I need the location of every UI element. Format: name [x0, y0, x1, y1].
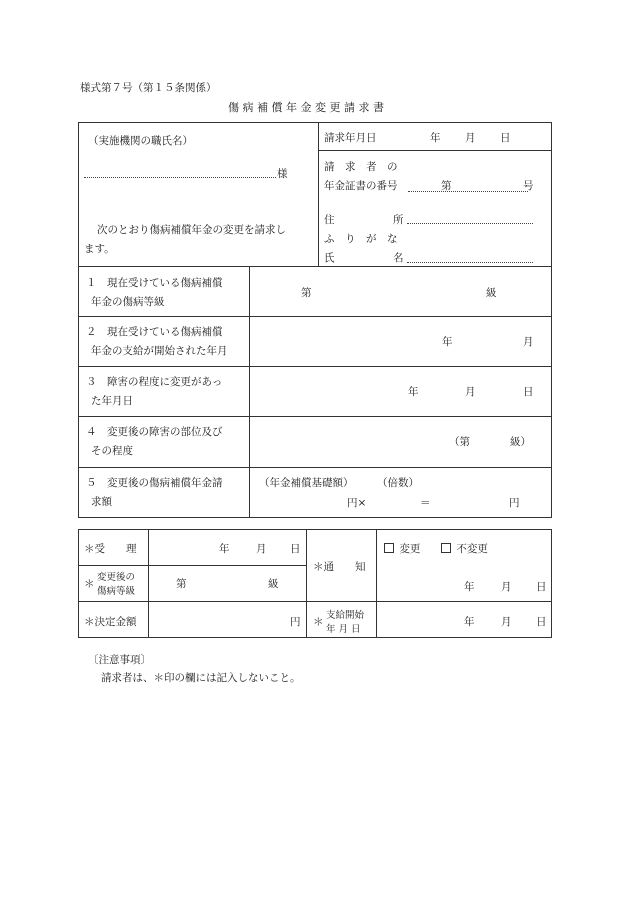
agency-name-field[interactable]	[84, 177, 276, 178]
multiplier-label: （倍数）	[377, 477, 419, 489]
request-text: 次のとおり傷病補償年金の変更を請求し	[97, 224, 286, 236]
request-date-label: 請求年月日	[324, 132, 377, 144]
receipt-day: 日	[290, 543, 301, 555]
item-5-label-cont: 求額	[91, 496, 112, 508]
address-label: 住	[324, 214, 335, 226]
certificate-number-label: 年金証書の番号	[324, 180, 398, 192]
certificate-go: 号	[523, 180, 534, 192]
new-grade-label-cont: 傷病等級	[97, 586, 136, 597]
item-4-kyu: 級）	[510, 436, 531, 448]
start-day: 日	[536, 616, 547, 628]
claimant-label: 請 求 者 の	[324, 161, 398, 173]
base-amount-label: （年金補償基礎額）	[259, 477, 354, 489]
notice-label: ＊通 知	[313, 561, 366, 573]
new-grade-kyu: 級	[268, 578, 279, 590]
request-text-cont: ます。	[84, 243, 115, 255]
item-3-label: ３ 障害の程度に変更があっ	[86, 376, 223, 388]
item-3-year: 年	[408, 386, 419, 398]
sama-text: 様	[277, 168, 288, 180]
item-5-equals: ＝	[420, 497, 431, 509]
item-2-year: 年	[442, 336, 453, 348]
date-year-unit: 年	[430, 132, 441, 144]
date-day-unit: 日	[500, 132, 511, 144]
notes-text: 請求者は、＊印の欄には記入しないこと。	[101, 672, 301, 684]
notice-day: 日	[536, 581, 547, 593]
name-field[interactable]	[407, 262, 533, 263]
start-year: 年	[464, 616, 475, 628]
new-grade-dai: 第	[176, 578, 187, 590]
name-label-end: 名	[393, 252, 404, 264]
notes-heading: 〔注意事項〕	[88, 654, 151, 666]
amount-label: ＊決定金額	[84, 616, 137, 628]
no-change-checkbox[interactable]	[441, 541, 488, 556]
item-1-label-cont: 年金の傷病等級	[91, 296, 165, 308]
item-1-kyu: 級	[486, 287, 497, 299]
start-star: ＊	[313, 616, 324, 628]
change-label: 変更	[399, 543, 421, 555]
item-2-month: 月	[523, 336, 534, 348]
item-4-label: ４ 変更後の障害の部位及び	[86, 426, 223, 438]
item-3-label-cont: た年月日	[91, 395, 133, 407]
checkbox-icon	[384, 543, 394, 553]
amount-yen: 円	[290, 616, 301, 628]
checkbox-icon	[441, 543, 451, 553]
item-3-day: 日	[523, 386, 534, 398]
address-field[interactable]	[407, 223, 533, 224]
change-checkbox[interactable]	[384, 541, 420, 556]
receipt-year: 年	[219, 543, 230, 555]
item-5-yen-times: 円×	[347, 497, 367, 509]
notice-year: 年	[464, 581, 475, 593]
address-label-end: 所	[393, 214, 404, 226]
receipt-month: 月	[256, 543, 267, 555]
certificate-number-field[interactable]	[408, 191, 528, 192]
receipt-label: ＊受 理	[84, 543, 137, 555]
form-number: 様式第７号（第１５条関係）	[80, 82, 217, 94]
certificate-dai: 第	[441, 180, 452, 192]
start-date-label-cont: 年 月 日	[326, 624, 361, 635]
name-label: 氏	[324, 252, 335, 264]
item-2-label: ２ 現在受けている傷病補償	[86, 326, 223, 338]
start-date-label: 支給開始	[326, 610, 365, 621]
date-month-unit: 月	[465, 132, 476, 144]
item-4-label-cont: その程度	[91, 445, 133, 457]
start-month: 月	[501, 616, 512, 628]
no-change-label: 不変更	[456, 543, 488, 555]
form-title: 傷 病 補 償 年 金 変 更 請 求 書	[228, 101, 384, 114]
agency-label: （実施機関の職氏名）	[88, 135, 193, 147]
item-1-dai: 第	[301, 287, 312, 299]
notice-month: 月	[501, 581, 512, 593]
item-3-month: 月	[465, 386, 476, 398]
new-grade-label: 変更後の	[97, 572, 136, 583]
item-4-dai: （第	[449, 436, 470, 448]
main-form-table	[78, 122, 552, 518]
item-5-label: ５ 変更後の傷病補償年金請	[86, 477, 223, 489]
furigana-label: ふ り が な	[324, 233, 398, 245]
item-1-label: １ 現在受けている傷病補償	[86, 277, 223, 289]
item-5-yen: 円	[509, 497, 520, 509]
grade-star: ＊	[84, 578, 95, 590]
item-2-label-cont: 年金の支給が開始された年月	[91, 345, 228, 357]
